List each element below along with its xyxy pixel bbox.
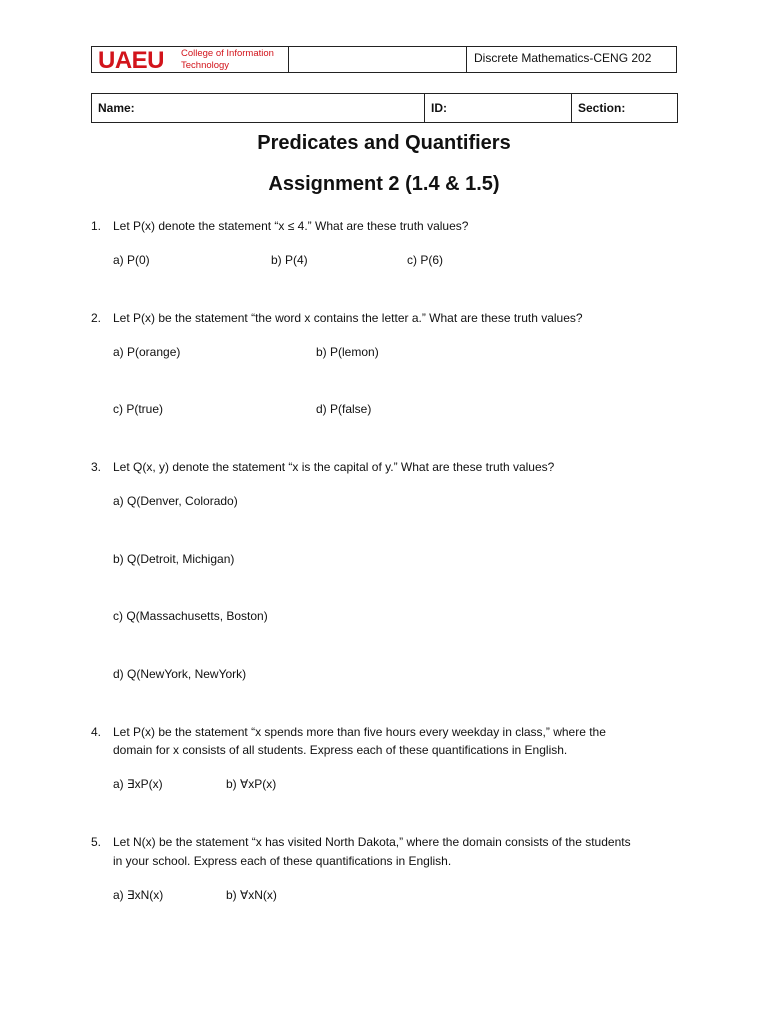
question-number: 5.: [91, 835, 102, 849]
question-part: a) P(0): [113, 253, 150, 267]
question-text: in your school. Express each of these quantifications in English.: [113, 854, 452, 868]
question-part: d) P(false): [316, 402, 372, 416]
question-number: 2.: [91, 311, 102, 325]
question-text: domain for x consists of all students. Express each of these quantifications in English.: [113, 743, 568, 757]
college-name-line-1: College of Information: [181, 48, 274, 59]
question-part: c) P(6): [407, 253, 443, 267]
question-part: a) ∃xN(x): [113, 888, 164, 902]
logo-cell: [92, 47, 289, 72]
college-name: [181, 48, 274, 72]
question-part: a) P(orange): [113, 345, 181, 359]
question-number: 4.: [91, 725, 102, 739]
question-text: Let N(x) be the statement “x has visited North Dakota,” where the domain consists of the students: [113, 835, 631, 849]
question-number: 1.: [91, 219, 102, 233]
section-field: [572, 94, 677, 122]
college-name-line-2: Technology: [181, 60, 230, 71]
question-part: d) Q(NewYork, NewYork): [113, 667, 247, 681]
question-text: Let P(x) denote the statement “x ≤ 4.” What are these truth values?: [113, 219, 469, 233]
name-field: [92, 94, 425, 122]
question-text: Let P(x) be the statement “x spends more than five hours every weekday in class,” where the: [113, 725, 606, 739]
section-label: Section:: [578, 101, 626, 115]
header-blank-cell: [289, 47, 467, 72]
course-title: Discrete Mathematics-CENG 202: [474, 51, 652, 65]
question-number: 3.: [91, 460, 102, 474]
id-field: [425, 94, 572, 122]
question-part: a) Q(Denver, Colorado): [113, 494, 238, 508]
question-text: Let P(x) be the statement “the word x contains the letter a.” What are these truth values?: [113, 311, 583, 325]
course-cell: [467, 47, 676, 72]
question-part: b) Q(Detroit, Michigan): [113, 552, 235, 566]
question-text: Let Q(x, y) denote the statement “x is the capital of y.” What are these truth values?: [113, 460, 555, 474]
question-part: b) ∀xN(x): [226, 888, 277, 902]
question-part: b) P(lemon): [316, 345, 379, 359]
question-part: c) P(true): [113, 402, 164, 416]
question-part: b) ∀xP(x): [226, 777, 277, 791]
page-subtitle: Assignment 2 (1.4 & 1.5): [268, 173, 500, 195]
header-table: [91, 46, 677, 73]
question-part: b) P(4): [271, 253, 308, 267]
id-label: ID:: [431, 101, 447, 115]
university-logo: UAEU: [98, 47, 165, 74]
page-title: Predicates and Quantifiers: [257, 132, 511, 154]
name-label: Name:: [98, 101, 135, 115]
question-part: c) Q(Massachusetts, Boston): [113, 609, 268, 623]
question-part: a) ∃xP(x): [113, 777, 163, 791]
student-info-table: [91, 93, 678, 123]
